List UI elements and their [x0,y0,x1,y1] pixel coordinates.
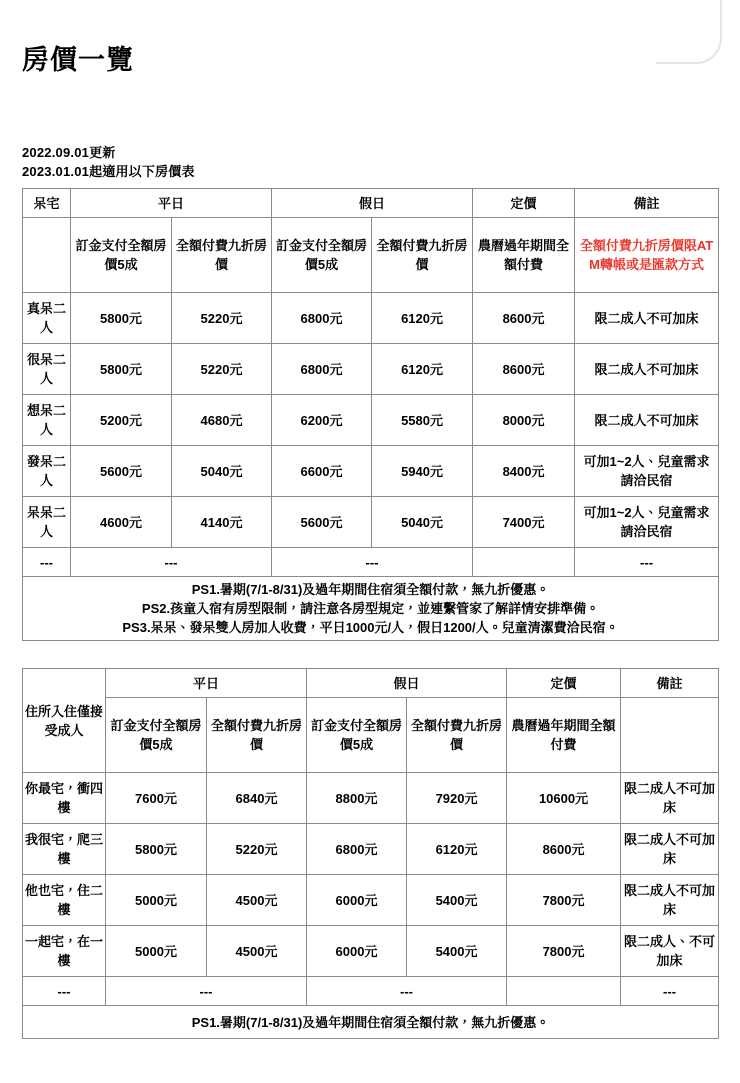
row-remark: 限二成人不可加床 [621,773,719,824]
row-holiday-full: 6120元 [407,824,507,875]
row-holiday-deposit: 6200元 [272,395,372,446]
table-two-header-row [23,669,719,698]
subheader-weekday-full: 全額付費九折房價 [207,698,307,773]
table-one-note-row [23,577,719,641]
row-remark: 限二成人不可加床 [575,395,719,446]
meta-block [22,143,722,181]
subheader-list-price: 農曆過年期間全額付費 [507,698,621,773]
row-list-price: 7400元 [473,497,575,548]
row-holiday-deposit: 6000元 [307,875,407,926]
subheader-list-price: 農曆過年期間全額付費 [473,218,575,293]
row-remark: 限二成人不可加床 [575,344,719,395]
row-holiday-deposit: 6000元 [307,926,407,977]
table-two-subheader-row [23,698,719,773]
placeholder-remark: --- [621,977,719,1006]
row-weekday-full: 5040元 [172,446,272,497]
table-row [23,926,719,977]
row-remark: 限二成人不可加床 [621,875,719,926]
row-room-name: 一起宅，在一樓 [23,926,106,977]
page-title: 房價一覽 [22,45,134,76]
subheader-holiday-deposit: 訂金支付全額房價5成 [307,698,407,773]
note-line-ps1: PS1.暑期(7/1-8/31)及過年期間住宿須全額付款，無九折優惠。 [191,582,550,597]
table-row [23,824,719,875]
row-room-name: 他也宅，住二樓 [23,875,106,926]
row-list-price: 8600元 [507,824,621,875]
row-list-price: 8600元 [473,293,575,344]
row-holiday-full: 5400元 [407,875,507,926]
table-one-notes [23,577,719,641]
table-two-notes [23,1006,719,1039]
table-row [23,875,719,926]
table-two-note-row [23,1006,719,1039]
row-room-name: 真呆二人 [23,293,71,344]
row-holiday-full: 5940元 [372,446,473,497]
row-holiday-full: 5040元 [372,497,473,548]
subheader-room-blank [23,218,71,293]
placeholder-holiday: --- [307,977,507,1006]
table-one-header-row [23,189,719,218]
row-weekday-deposit: 4600元 [71,497,172,548]
row-weekday-full: 5220元 [207,824,307,875]
row-holiday-deposit: 6800元 [307,824,407,875]
row-weekday-deposit: 5200元 [71,395,172,446]
row-weekday-full: 5220元 [172,344,272,395]
effective-date-label: 2023.01.01起適用以下房價表 [22,164,195,179]
subheader-weekday-full: 全額付費九折房價 [172,218,272,293]
row-list-price: 8400元 [473,446,575,497]
placeholder-remark: --- [575,548,719,577]
row-holiday-full: 6120元 [372,293,473,344]
row-holiday-full: 7920元 [407,773,507,824]
header-room: 呆宅 [23,189,71,218]
subheader-weekday-deposit: 訂金支付全額房價5成 [71,218,172,293]
row-list-price: 8000元 [473,395,575,446]
row-weekday-full: 5220元 [172,293,272,344]
table-row [23,773,719,824]
room-price-table-one [22,188,719,641]
row-list-price: 10600元 [507,773,621,824]
row-weekday-deposit: 5800元 [71,293,172,344]
row-weekday-full: 6840元 [207,773,307,824]
placeholder-holiday: --- [272,548,473,577]
row-holiday-deposit: 6800元 [272,344,372,395]
header-list-price: 定價 [507,669,621,698]
row-remark: 限二成人、不可加床 [621,926,719,977]
row-remark: 可加1~2人、兒童需求請洽民宿 [575,446,719,497]
header-remark: 備註 [575,189,719,218]
note-line-ps3: PS3.呆呆、發呆雙人房加人收費，平日1000元/人，假日1200/人。兒童清潔費洽民宿。 [122,620,619,635]
row-weekday-full: 4140元 [172,497,272,548]
subheader-remark-payment-notice: 全額付費九折房價限ATM轉帳或是匯款方式 [575,218,719,293]
row-list-price: 7800元 [507,926,621,977]
placeholder-weekday: --- [106,977,307,1006]
subheader-holiday-full: 全額付費九折房價 [407,698,507,773]
header-holiday: 假日 [272,189,473,218]
row-weekday-deposit: 5800元 [71,344,172,395]
row-remark: 限二成人不可加床 [621,824,719,875]
note-line-ps1: PS1.暑期(7/1-8/31)及過年期間住宿須全額付款，無九折優惠。 [191,1014,550,1030]
placeholder-weekday: --- [71,548,272,577]
row-remark: 可加1~2人、兒童需求請洽民宿 [575,497,719,548]
table-row [23,497,719,548]
row-holiday-full: 5400元 [407,926,507,977]
subheader-remark-blank [621,698,719,773]
note-line-ps2: PS2.孩童入宿有房型限制，請注意各房型規定，並連繫管家了解詳情安排準備。 [141,601,600,616]
row-weekday-full: 4500元 [207,875,307,926]
row-room-name: 很呆二人 [23,344,71,395]
row-holiday-full: 5580元 [372,395,473,446]
placeholder-list-price [473,548,575,577]
placeholder-room: --- [23,548,71,577]
placeholder-room: --- [23,977,106,1006]
row-holiday-deposit: 5600元 [272,497,372,548]
row-list-price: 7800元 [507,875,621,926]
corner-decoration-line [656,0,722,64]
table-two-placeholder-row [23,977,719,1006]
row-list-price: 8600元 [473,344,575,395]
header-weekday: 平日 [71,189,272,218]
header-weekday: 平日 [106,669,307,698]
row-weekday-deposit: 5600元 [71,446,172,497]
subheader-holiday-full: 全額付費九折房價 [372,218,473,293]
header-list-price: 定價 [473,189,575,218]
table-row [23,395,719,446]
row-holiday-full: 6120元 [372,344,473,395]
row-weekday-deposit: 5800元 [106,824,207,875]
row-weekday-deposit: 7600元 [106,773,207,824]
row-holiday-deposit: 6800元 [272,293,372,344]
header-residence: 住所入住僅接受成人 [23,669,106,773]
room-price-table-one-wrapper [22,188,718,641]
header-remark: 備註 [621,669,719,698]
row-room-name: 呆呆二人 [23,497,71,548]
header-holiday: 假日 [307,669,507,698]
table-row [23,344,719,395]
table-row [23,446,719,497]
row-weekday-full: 4680元 [172,395,272,446]
row-holiday-deposit: 6600元 [272,446,372,497]
row-remark: 限二成人不可加床 [575,293,719,344]
subheader-holiday-deposit: 訂金支付全額房價5成 [272,218,372,293]
row-room-name: 我很宅，爬三樓 [23,824,106,875]
row-weekday-deposit: 5000元 [106,875,207,926]
row-weekday-deposit: 5000元 [106,926,207,977]
table-one-subheader-row [23,218,719,293]
subheader-weekday-deposit: 訂金支付全額房價5成 [106,698,207,773]
row-weekday-full: 4500元 [207,926,307,977]
room-price-table-two-wrapper [22,668,718,1039]
table-one-placeholder-row [23,548,719,577]
updated-date-label: 2022.09.01更新 [22,145,116,160]
room-price-table-two [22,668,719,1039]
row-room-name: 發呆二人 [23,446,71,497]
placeholder-list-price [507,977,621,1006]
table-row [23,293,719,344]
row-room-name: 想呆二人 [23,395,71,446]
row-room-name: 你最宅，衝四樓 [23,773,106,824]
row-holiday-deposit: 8800元 [307,773,407,824]
